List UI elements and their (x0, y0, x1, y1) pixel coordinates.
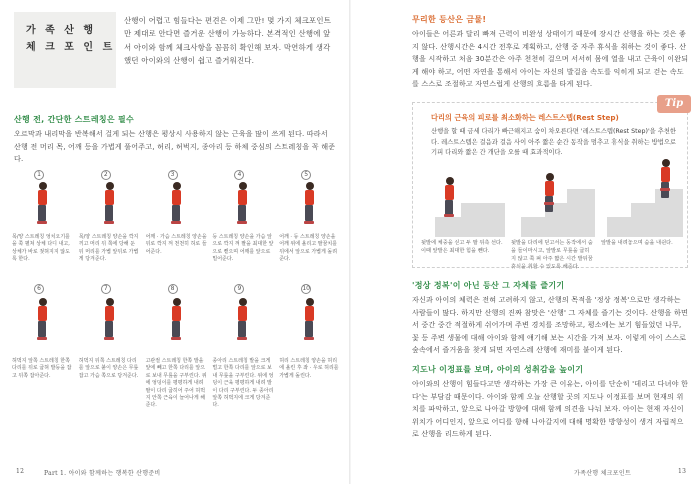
footer-book-title: 가족산행 체크포인트 (574, 470, 632, 477)
enjoy-hiking-body: 자신과 아이의 체력은 전혀 고려하지 않고, 산행의 목적을 '정상 정복'으로만 생각하는 사람들이 많다. 하지만 산행의 진짜 참맛은 '산행' 그 자체를 즐기는 것이다. 산행을 하면서 중간 중간 적절하게 쉬어가며 주변 경치를 조망하고, 평소에는 보기 힘들었던 나무, 꽃 등 주변 생물에 대해 아이와 함께 얘기해 보는 시간을 가져 보자. 이렇게 아이 스스로 숲속에서 즐거움을 찾게 되면 자연스레 산행에 재미를 붙이게 된다. (412, 295, 688, 355)
title-box (14, 12, 116, 88)
stair-photo (421, 173, 503, 237)
tip-title: 다리의 근육의 피로를 최소화하는 레스트스텝(Rest Step) (431, 113, 619, 122)
hiking-caution-body: 아이들은 어른과 달리 빠져 근력이 비완성 상태이기 때문에 장시간 산행을 하는 것은 좋지 않다. 산행시간은 4시간 전후로 계획하고, 산행 중 자주 휴식을 취하는 것이 좋다. 산행을 시작하고 처음 30분간은 아주 천천히 걸으며 서서히 몸에 열을 내고 근육이 이완되게 해야 하고, 어떤 자연을 통해서 아이는 자신의 발걸음 속도를 익히게 되고 걷는 속도를 스스로 조절하고 자연스럽게 산행의 흐름을 타게 된다. (412, 29, 689, 89)
intro-text: 산행이 어렵고 힘들다는 편견은 이제 그만! 몇 가지 체크포인트만 제대로 안다면 즐거운 산행이 가능하다. 본격적인 산행에 앞서 아이와 함께 체크사항을 꼼꼼히 확인해 보자. 막연하게 생각했던 아이와의 산행이 쉽고 즐거워진다. (124, 16, 332, 66)
tip-text: 산행을 할 때 금세 다리가 빠근해지고 숨이 차오른다면 '레스트스텝(Rest Step)'을 추천한다. 레스트스텝은 걸음과 걸음 사이 아주 짧은 순간 동작을 멈추고 휴식을 취하는 방법으로 기피 다리와 짧은 간 개단을 오를 때 효과적이다. (431, 128, 677, 157)
stretch-caption: 종아리 스트레칭 발을 크게 벌고 한쪽 다리를 앞으로 보내 무릎을 구부린다. 위에 엉덩이 근육 평평하게 내려 발이 다리 구부린다. 두 종아리 앞쪽 허벅지에 크게 당겨준다. (212, 358, 274, 409)
stretch-body: 오르막과 내리막을 반복해서 걸게 되는 산행은 평상시 사용하지 않는 근육을 많이 쓰게 된다. 따라서 산행 전 머리 목, 어깨 등을 가볍게 풀어주고, 허리, 허벅지, 종아리 등 하체 중심의 스트레칭을 꼭 해준다. (14, 129, 336, 164)
footer-part-title: Part 1. 아이와 함께하는 행복한 산행준비 (44, 470, 161, 477)
step-number: 1 (34, 170, 44, 180)
stretch-photo (12, 284, 74, 356)
stretch-item (79, 284, 142, 410)
stretch-item (279, 284, 342, 410)
stretch-item (12, 170, 75, 264)
step-number: 4 (234, 170, 244, 180)
rest-step-caption: 앞발을 내려놓으며 숨을 내쉰다. (601, 240, 673, 246)
step-number: 9 (234, 284, 244, 294)
stretch-caption: 목/양 스트레칭 엉치오기를을 쭉 펼쳐 상체 다디 내고, 상체가 바로 젖혀지지 않도록 한다. (12, 234, 70, 263)
stretch-caption: 허벅지 뒤쪽 스트레칭 다리를 앞으로 붙이 양손은 무릎 잡고 가슴 쪽으로 당겨준다. (78, 358, 139, 379)
title-line-2: 체 크 포 인 트 (26, 42, 116, 53)
stretch-grid-row2 (12, 284, 342, 410)
stretch-item (212, 284, 275, 410)
stretch-caption: 어깨 · 등 스트레칭 양손을 어깨 위에 올리고 팔꿈치를 뒤에서 앞으로 가볍게 돌려준다. (279, 234, 338, 263)
rest-step-item (511, 173, 593, 271)
tip-box (412, 98, 688, 270)
stretch-caption: 등 스트레칭 양손을 가슴 앞으로 깍지 껴 팔을 최대한 앞으로 뻗으며 어깨를 앞으로 밀어준다. (212, 234, 274, 263)
stretch-photo (146, 170, 208, 232)
step-number: 3 (168, 170, 178, 180)
title-line-1: 가 족 산 행 (26, 25, 97, 36)
stretch-item (279, 170, 342, 264)
footer-page-number-left: 12 (16, 468, 25, 475)
map-heading: 지도나 이정표를 보며, 아이의 성취감을 높이기 (412, 365, 584, 374)
step-number: 8 (168, 284, 178, 294)
rest-step-caption: 뒷발을 다리에 딛고서는 동작에서 숨을 들이마시고, 앞발로 무릎을 굽히지 않고 쭉 펴 아주 짧은 시간 발뒤꿈 휴식을 취할 수 있도록 해준다. (511, 240, 593, 270)
map-body: 아이와의 산행이 힘들다고만 생각하는 가장 큰 이유는, 아이를 단순히 '데리고 다녀야 한다'는 부담감 때문이다. 아이와 함께 오늘 산행할 곳의 지도나 이정표를 보며 현재의 위치를 파악하고, 앞으로 나아갈 방향에 대해 함께 의견을 나눠 보자. 아이는 현재 자신이 위치가 어디인지, 앞으로 어디를 향해 나아갈지에 대해 명확한 방향성이 생겨 자립적으로 산행을 리드하게 된다. (412, 379, 689, 439)
step-number: 10 (302, 285, 310, 292)
stretch-photo (79, 284, 141, 356)
stretch-caption: 목/양 스트레칭 양손을 깍지 끼고 머리 뒤 쪽에 당해 둔 뒤 머리를 가볍 앞뒤로 가볍게 당겨준다. (78, 234, 139, 263)
rest-step-illustrations (421, 173, 683, 271)
footer-page-number-right: 13 (678, 468, 687, 475)
stretch-caption: 허리 스트레칭 양손을 허리에 올린 후 좌 · 우로 허리를 가볍게 돌린다. (279, 358, 339, 379)
stretch-caption: 고관절 스트레칭 한쪽 발을 앞에 빼고 한쪽 다리를 앞으로 보내 무릎을 구부린다. 위에 엉덩이를 평평하게 내려 팔이 다리 굽히어 주어 허벅지 안쪽 근육이 늘어나게 해준다. (145, 358, 207, 409)
enjoy-hiking-heading: '정상 정복'이 아닌 등산 그 자체를 즐기기 (412, 281, 565, 290)
rest-step-item (421, 173, 503, 271)
stretch-photo (212, 284, 274, 356)
stretch-photo (146, 284, 208, 356)
rest-step-caption: 뒷발에 체중을 싣고 두 팔 뒤측 선다. 이때 앞발은 최대한 힘을 뺀다. (421, 240, 503, 254)
stretch-item (212, 170, 275, 264)
stretch-item (146, 284, 209, 410)
stair-photo (511, 173, 593, 237)
step-number: 2 (101, 170, 111, 180)
stretch-caption: 허벅지 앞쪽 스트레칭 한쪽 다리를 뒤로 굽혀 발등을 잡고 뒤쪽 잡아준다. (12, 358, 72, 379)
stretch-photo (212, 170, 274, 232)
stretch-photo (79, 170, 141, 232)
stretch-item (12, 284, 75, 410)
stretch-photo (12, 170, 74, 232)
stair-photo (601, 173, 683, 237)
stretch-heading: 산행 전, 간단한 스트레칭은 필수 (14, 115, 135, 124)
rest-step-item (601, 173, 683, 271)
stretch-photo (279, 170, 341, 232)
stretch-caption: 어깨 · 가슴 스트레칭 양손을 뒤로 깍지 껴 천천히 허로 들어준다. (145, 234, 207, 255)
stretch-photo (279, 284, 341, 356)
hiking-caution-heading: 무리한 등산은 금물! (412, 15, 487, 24)
stretch-item (79, 170, 142, 264)
stretch-item (146, 170, 209, 264)
step-number: 5 (301, 170, 311, 180)
step-number: 6 (34, 284, 44, 294)
tip-badge: Tip (657, 95, 691, 113)
stretch-grid-row1 (12, 170, 342, 264)
step-number: 7 (101, 284, 111, 294)
